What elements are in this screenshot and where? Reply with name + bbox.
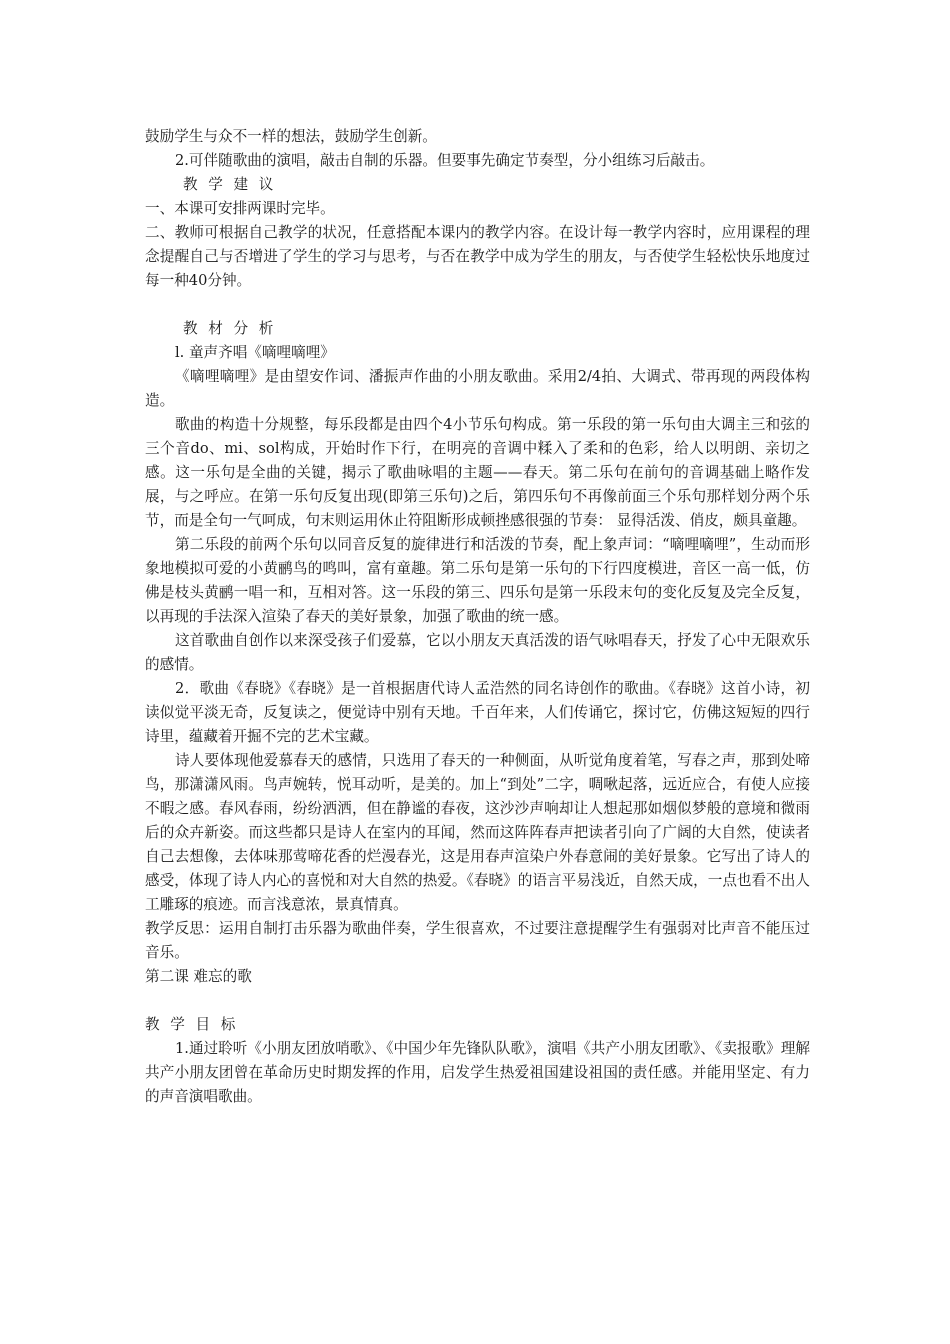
paragraph-5: 二、教师可根据自己教学的状况，任意搭配本课内的教学内容。在设计每一教学内容时，应用课程的理念提醒自己与否增进了学生的学习与思考，与否在教学中成为学生的朋友，与否使学生轻松快乐地度过每一种40分钟。 [145, 224, 810, 289]
paragraph-11: 这首歌曲自创作以来深受孩子们爱慕，它以小朋友天真活泼的语气咏唱春天，抒发了心中无限欢乐的感情。 [145, 632, 810, 673]
paragraph-7: l. 童声齐唱《嘀哩嘀哩》 [175, 344, 335, 361]
section-heading-teaching-goals: 教 学 目 标 [145, 1016, 239, 1033]
paragraph-12: 2．歌曲《春晓》《春晓》是一首根据唐代诗人孟浩然的同名诗创作的歌曲。《春晓》这首小诗，初读似觉平淡无奇，反复读之，便觉诗中别有天地。千百年来，人们传诵它，探讨它，仿佛这短短的四行诗里，蕴藏着开掘不完的艺术宝藏。 [145, 680, 810, 745]
paragraph-14: 教学反思：运用自制打击乐器为歌曲伴奏，学生很喜欢，不过要注意提醒学生有强弱对比声音不能压过音乐。 [145, 920, 810, 961]
paragraph-10: 第二乐段的前两个乐句以同音反复的旋律进行和活泼的节奏，配上象声词：“嘀哩嘀哩”，生动而形象地模拟可爱的小黄鹂鸟的鸣叫，富有童趣。第二乐句是第一乐句的下行四度模进，音区一高一低，仿佛是枝头黄鹂一唱一和，互相对答。这一乐段的第三、四乐句是第一乐段末句的变化反复及完全反复，以再现的手法深入渲染了春天的美好景象，加强了歌曲的统一感。 [145, 536, 810, 625]
paragraph-2: 2.可伴随歌曲的演唱，敲击自制的乐器。但要事先确定节奏型，分小组练习后敲击。 [175, 152, 715, 169]
paragraph-13: 诗人要体现他爱慕春天的感情，只选用了春天的一种侧面，从听觉角度着笔，写春之声，那到处啼鸟，那潇潇风雨。鸟声婉转，悦耳动听，是美的。加上“到处”二字，啁啾起落，远近应合，有使人应接不暇之感。春风春雨，纷纷洒洒，但在静谧的春夜，这沙沙声响却让人想起那如烟似梦般的意境和微雨后的众卉新姿。而这些都只是诗人在室内的耳闻，然而这阵阵春声把读者引向了广阔的大自然，使读者自己去想像，去体味那莺啼花香的烂漫春光，这是用春声渲染户外春意闹的美好景象。它写出了诗人的感受，体现了诗人内心的喜悦和对大自然的热爱。《春晓》的语言平易浅近，自然天成，一点也看不出人工雕琢的痕迹。而言浅意浓，景真情真。 [145, 752, 810, 913]
paragraph-9: 歌曲的构造十分规整，每乐段都是由四个4小节乐句构成。第一乐段的第一乐句由大调主三和弦的三个音do、mi、sol构成，开始时作下行，在明亮的音调中糅入了柔和的色彩，给人以明朗、亲切之感。这一乐句是全曲的关键，揭示了歌曲咏唱的主题——春天。第二乐句在前句的音调基础上略作发展，与之呼应。在第一乐句反复出现(即第三乐句)之后，第四乐句不再像前面三个乐句那样划分两个乐节，而是全句一气呵成，句末则运用休止符阻断形成顿挫感很强的节奏： 显得活泼、俏皮，颇具童趣。 [145, 416, 810, 529]
lesson-title: 第二课 难忘的歌 [145, 968, 252, 985]
section-heading-material-analysis: 教 材 分 析 [183, 320, 277, 337]
paragraph-1: 鼓励学生与众不一样的想法，鼓励学生创新。 [145, 128, 437, 145]
paragraph-8: 《嘀哩嘀哩》是由望安作词、潘振声作曲的小朋友歌曲。采用2/4拍、大调式、带再现的两段体构造。 [145, 368, 810, 409]
document-body [145, 125, 810, 1109]
section-heading-teaching-suggestions: 教 学 建 议 [183, 176, 277, 193]
paragraph-4: 一、本课可安排两课时完毕。 [145, 200, 335, 217]
paragraph-17: 1.通过聆听《小朋友团放哨歌》、《中国少年先锋队队歌》，演唱《共产小朋友团歌》、《卖报歌》理解共产小朋友团曾在革命历史时期发挥的作用，启发学生热爱祖国建设祖国的责任感。并能用坚定、有力的声音演唱歌曲。 [145, 1040, 810, 1105]
